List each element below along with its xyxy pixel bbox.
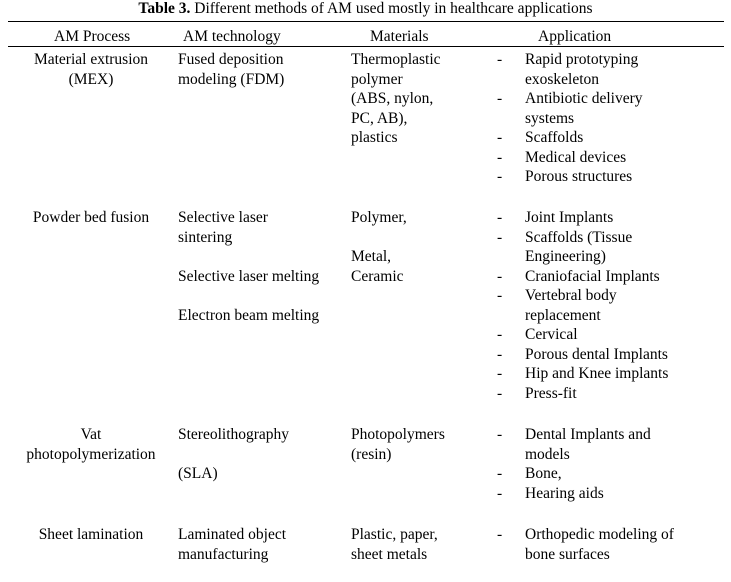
materials-cell-line: Photopolymers — [351, 426, 445, 443]
process-cell — [8, 208, 174, 228]
process-cell — [8, 425, 174, 464]
materials-cell-line: (ABS, nylon, — [351, 90, 434, 107]
process-cell-line: Vat — [80, 426, 102, 443]
technology-cell-line — [178, 445, 289, 465]
process-cell — [8, 50, 174, 89]
bullet-dash: - — [497, 384, 503, 402]
technology-cell-line: Electron beam melting — [178, 306, 320, 324]
table-caption-label: Table 3. — [138, 0, 191, 17]
process-cell-line: (MEX) — [68, 70, 114, 88]
application-item — [525, 364, 668, 384]
bullet-dash: - — [497, 267, 503, 285]
materials-cell-line: sheet metals — [351, 545, 428, 563]
materials-cell-line: plastics — [351, 129, 398, 146]
application-item — [525, 484, 604, 504]
bullet-dash: - — [497, 345, 503, 363]
materials-cell-line: Metal, — [351, 248, 392, 265]
technology-cell-line — [178, 286, 319, 306]
process-cell-line: photopolymerization — [26, 445, 156, 463]
bullet-dash: - — [497, 484, 503, 502]
materials-cell-line: polymer — [351, 70, 403, 88]
application-item-line: Cervical — [525, 326, 578, 343]
application-item-line: Dental Implants and — [525, 426, 651, 443]
materials-cell-line: Plastic, paper, — [351, 526, 438, 543]
application-item-line: Vertebral body — [525, 287, 617, 304]
application-item-line: Joint Implants — [525, 209, 614, 226]
materials-cell — [351, 525, 438, 564]
application-item-line: Craniofacial Implants — [525, 267, 660, 285]
bullet-dash: - — [497, 209, 503, 226]
application-item-line: Medical devices — [525, 148, 627, 166]
application-item-line: Hip and Knee implants — [525, 365, 669, 382]
header-am-process: AM Process — [54, 28, 131, 45]
technology-cell — [178, 208, 319, 325]
bullet-dash: - — [497, 90, 503, 107]
materials-cell-line: Thermoplastic — [351, 51, 441, 68]
header-bottom-rule — [8, 46, 724, 47]
application-item — [525, 148, 626, 168]
process-cell-line: Powder bed fusion — [32, 209, 150, 226]
application-item-line: Rapid prototyping — [525, 51, 639, 68]
materials-cell — [351, 208, 407, 286]
process-cell — [8, 525, 174, 545]
application-item — [525, 384, 577, 404]
materials-cell — [351, 425, 445, 464]
application-item-line: Porous dental Implants — [525, 345, 668, 363]
materials-cell-line — [351, 228, 407, 248]
materials-cell-line: Polymer, — [351, 209, 407, 226]
technology-cell — [178, 50, 284, 89]
table-caption — [0, 0, 731, 17]
materials-cell-line: (resin) — [351, 445, 392, 463]
application-item-line: Antibiotic delivery — [525, 90, 643, 107]
application-item — [525, 128, 583, 148]
bullet-dash: - — [497, 426, 503, 443]
application-item — [525, 267, 660, 287]
table-caption-text: Different methods of AM used mostly in healthcare applications — [190, 0, 593, 17]
application-item-line: Scaffolds — [525, 129, 584, 146]
header-application: Application — [538, 28, 612, 45]
bullet-dash: - — [497, 365, 503, 382]
application-item — [525, 345, 668, 365]
process-cell-line: Material extrusion — [33, 51, 149, 68]
technology-cell-line: modeling (FDM) — [178, 70, 285, 88]
bullet-dash: - — [497, 465, 503, 482]
application-item — [525, 325, 578, 345]
materials-cell-line: PC, AB), — [351, 109, 408, 127]
header-am-technology: AM technology — [183, 28, 281, 45]
bullet-dash: - — [497, 526, 503, 543]
application-item-line: systems — [525, 109, 575, 127]
technology-cell-line: Fused deposition — [178, 51, 284, 68]
bullet-dash: - — [497, 168, 503, 185]
application-item-line: Scaffolds (Tissue — [525, 228, 633, 246]
technology-cell-line: Laminated object — [178, 526, 287, 543]
bullet-dash: - — [497, 326, 503, 343]
application-item-line: Press-fit — [525, 384, 577, 402]
technology-cell-line: Selective laser melting — [178, 267, 320, 285]
technology-cell-line — [178, 247, 319, 267]
process-cell-line: Sheet lamination — [38, 526, 144, 543]
materials-cell — [351, 50, 441, 148]
application-item — [525, 228, 632, 267]
application-item — [525, 525, 674, 564]
application-item-line: Orthopedic modeling of — [525, 526, 674, 543]
application-item — [525, 286, 617, 325]
bullet-dash: - — [497, 228, 503, 246]
technology-cell-line: Selective laser — [178, 209, 268, 226]
technology-cell — [178, 425, 289, 484]
materials-cell-line: Ceramic — [351, 267, 404, 285]
application-item — [525, 208, 613, 228]
application-item-line: Bone, — [525, 465, 562, 482]
application-item-line: Hearing aids — [525, 484, 604, 502]
application-item-line: bone surfaces — [525, 545, 610, 563]
technology-cell-line: (SLA) — [178, 465, 218, 482]
bullet-dash: - — [497, 51, 503, 68]
application-item — [525, 425, 651, 464]
technology-cell-line: manufacturing — [178, 545, 269, 563]
bullet-dash: - — [497, 129, 503, 146]
header-materials: Materials — [370, 28, 429, 45]
application-item-line: exoskeleton — [525, 70, 600, 88]
application-item — [525, 50, 638, 89]
application-item — [525, 167, 632, 187]
bullet-dash: - — [497, 287, 503, 304]
application-item — [525, 89, 643, 128]
application-item — [525, 464, 562, 484]
application-item-line: Engineering) — [525, 248, 606, 265]
application-item-line: replacement — [525, 306, 601, 324]
application-item-line: Porous structures — [525, 168, 633, 185]
application-item-line: models — [525, 445, 570, 463]
bullet-dash: - — [497, 148, 503, 166]
technology-cell-line: sintering — [178, 228, 233, 246]
table-top-rule — [8, 21, 724, 22]
technology-cell — [178, 525, 286, 564]
technology-cell-line: Stereolithography — [178, 426, 290, 443]
